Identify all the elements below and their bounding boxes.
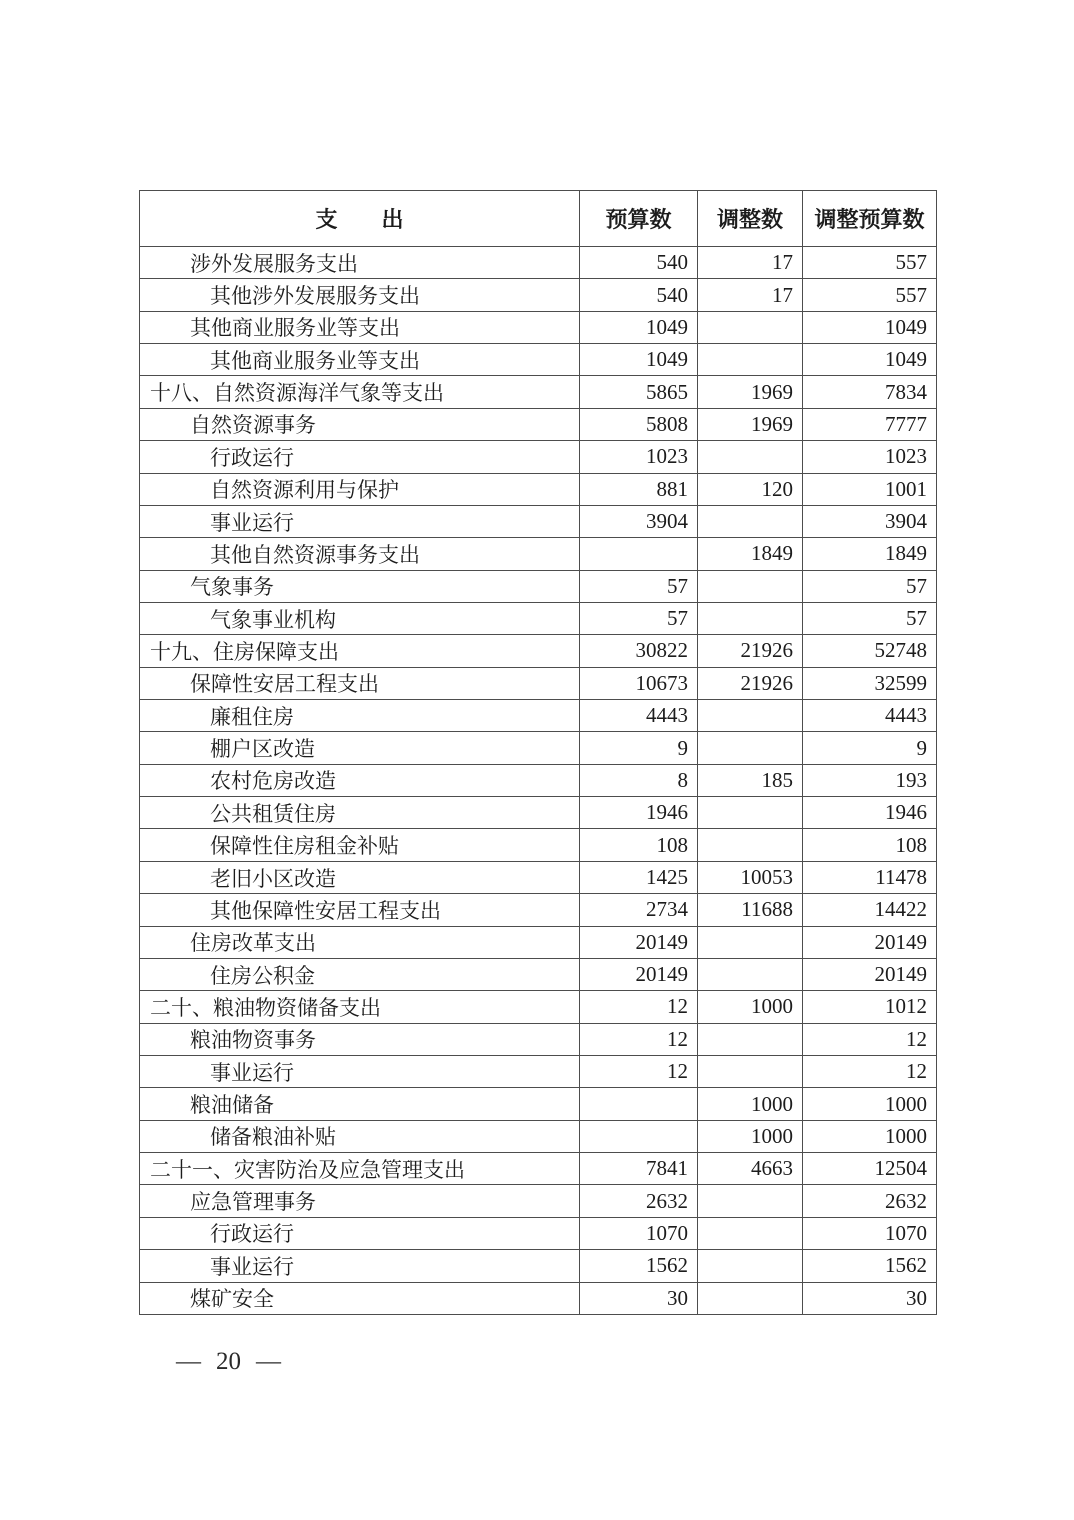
adjustment-value-cell: 1000 xyxy=(698,1120,803,1152)
adjustment-value-cell: 1000 xyxy=(698,1088,803,1120)
adjustment-value-cell: 185 xyxy=(698,764,803,796)
adjusted-budget-value-cell: 1012 xyxy=(803,991,937,1023)
adjustment-value-cell xyxy=(698,926,803,958)
adjusted-budget-value-cell: 557 xyxy=(803,279,937,311)
budget-value-cell: 1070 xyxy=(580,1217,698,1249)
expenditure-name-cell: 煤矿安全 xyxy=(140,1282,580,1314)
expenditure-name-cell: 老旧小区改造 xyxy=(140,861,580,893)
adjustment-value-cell xyxy=(698,1023,803,1055)
adjusted-budget-value-cell: 1000 xyxy=(803,1088,937,1120)
budget-value-cell: 1946 xyxy=(580,797,698,829)
adjusted-budget-value-cell: 1000 xyxy=(803,1120,937,1152)
expenditure-name-cell: 粮油物资事务 xyxy=(140,1023,580,1055)
expenditure-name-cell: 保障性住房租金补贴 xyxy=(140,829,580,861)
budget-value-cell: 1049 xyxy=(580,311,698,343)
adjustment-value-cell xyxy=(698,700,803,732)
adjustment-value-cell xyxy=(698,344,803,376)
column-header-adjustment: 调整数 xyxy=(698,191,803,247)
table-row xyxy=(140,279,937,311)
budget-value-cell: 108 xyxy=(580,829,698,861)
budget-value-cell xyxy=(580,1120,698,1152)
budget-value-cell: 8 xyxy=(580,764,698,796)
table-body xyxy=(140,247,937,1315)
expenditure-name-cell: 十九、住房保障支出 xyxy=(140,635,580,667)
budget-value-cell: 12 xyxy=(580,991,698,1023)
adjustment-value-cell xyxy=(698,311,803,343)
expenditure-name-cell: 自然资源事务 xyxy=(140,408,580,440)
budget-value-cell: 57 xyxy=(580,602,698,634)
budget-value-cell: 540 xyxy=(580,247,698,279)
budget-value-cell: 3904 xyxy=(580,505,698,537)
adjusted-budget-value-cell: 20149 xyxy=(803,958,937,990)
expenditure-name-cell: 住房改革支出 xyxy=(140,926,580,958)
budget-value-cell: 30822 xyxy=(580,635,698,667)
budget-value-cell: 30 xyxy=(580,1282,698,1314)
budget-value-cell xyxy=(580,538,698,570)
page-footer xyxy=(176,1348,281,1376)
table-row xyxy=(140,1217,937,1249)
page-number: 20 xyxy=(216,1348,241,1375)
budget-value-cell: 881 xyxy=(580,473,698,505)
footer-left-dash: — xyxy=(176,1348,201,1375)
adjusted-budget-value-cell: 11478 xyxy=(803,861,937,893)
adjusted-budget-value-cell: 30 xyxy=(803,1282,937,1314)
adjustment-value-cell xyxy=(698,1282,803,1314)
adjusted-budget-value-cell: 57 xyxy=(803,602,937,634)
adjustment-value-cell: 1849 xyxy=(698,538,803,570)
table-row xyxy=(140,894,937,926)
budget-value-cell: 20149 xyxy=(580,926,698,958)
adjusted-budget-value-cell: 1946 xyxy=(803,797,937,829)
expenditure-name-cell: 二十一、灾害防治及应急管理支出 xyxy=(140,1153,580,1185)
adjustment-value-cell: 17 xyxy=(698,279,803,311)
adjusted-budget-value-cell: 557 xyxy=(803,247,937,279)
table-header xyxy=(140,191,937,247)
expenditure-name-cell: 其他保障性安居工程支出 xyxy=(140,894,580,926)
adjustment-value-cell xyxy=(698,602,803,634)
budget-value-cell: 1049 xyxy=(580,344,698,376)
adjusted-budget-value-cell: 7777 xyxy=(803,408,937,440)
expenditure-name-cell: 住房公积金 xyxy=(140,958,580,990)
budget-value-cell: 9 xyxy=(580,732,698,764)
adjusted-budget-value-cell: 1049 xyxy=(803,311,937,343)
expenditure-name-cell: 行政运行 xyxy=(140,441,580,473)
budget-value-cell: 7841 xyxy=(580,1153,698,1185)
adjustment-value-cell: 120 xyxy=(698,473,803,505)
budget-value-cell: 1425 xyxy=(580,861,698,893)
adjusted-budget-value-cell: 12504 xyxy=(803,1153,937,1185)
adjustment-value-cell xyxy=(698,1185,803,1217)
table-row xyxy=(140,797,937,829)
table-row xyxy=(140,1120,937,1152)
table-row xyxy=(140,1153,937,1185)
adjustment-value-cell xyxy=(698,958,803,990)
table-row xyxy=(140,991,937,1023)
budget-value-cell: 12 xyxy=(580,1055,698,1087)
adjusted-budget-value-cell: 57 xyxy=(803,570,937,602)
expenditure-name-cell: 气象事务 xyxy=(140,570,580,602)
table-row xyxy=(140,441,937,473)
adjusted-budget-value-cell: 7834 xyxy=(803,376,937,408)
expenditure-name-cell: 储备粮油补贴 xyxy=(140,1120,580,1152)
table-row xyxy=(140,1088,937,1120)
adjusted-budget-value-cell: 108 xyxy=(803,829,937,861)
budget-value-cell: 10673 xyxy=(580,667,698,699)
adjusted-budget-value-cell: 12 xyxy=(803,1023,937,1055)
budget-value-cell: 57 xyxy=(580,570,698,602)
table-row xyxy=(140,473,937,505)
table-row xyxy=(140,667,937,699)
expenditure-name-cell: 行政运行 xyxy=(140,1217,580,1249)
table-row xyxy=(140,1023,937,1055)
adjustment-value-cell xyxy=(698,1217,803,1249)
expenditure-name-cell: 粮油储备 xyxy=(140,1088,580,1120)
table-row xyxy=(140,570,937,602)
column-header-budget: 预算数 xyxy=(580,191,698,247)
table-row xyxy=(140,408,937,440)
budget-value-cell: 5865 xyxy=(580,376,698,408)
table-row xyxy=(140,1250,937,1282)
expenditure-name-cell: 农村危房改造 xyxy=(140,764,580,796)
table-row xyxy=(140,958,937,990)
table-row xyxy=(140,1055,937,1087)
adjusted-budget-value-cell: 20149 xyxy=(803,926,937,958)
budget-value-cell: 12 xyxy=(580,1023,698,1055)
adjusted-budget-value-cell: 9 xyxy=(803,732,937,764)
adjusted-budget-value-cell: 52748 xyxy=(803,635,937,667)
budget-value-cell: 4443 xyxy=(580,700,698,732)
adjusted-budget-value-cell: 1049 xyxy=(803,344,937,376)
budget-value-cell: 1562 xyxy=(580,1250,698,1282)
table-row xyxy=(140,311,937,343)
table-row xyxy=(140,635,937,667)
adjustment-value-cell: 21926 xyxy=(698,635,803,667)
expenditure-name-cell: 其他商业服务业等支出 xyxy=(140,344,580,376)
footer-right-dash: — xyxy=(256,1348,281,1375)
adjustment-value-cell: 21926 xyxy=(698,667,803,699)
adjusted-budget-value-cell: 193 xyxy=(803,764,937,796)
expenditure-name-cell: 事业运行 xyxy=(140,1250,580,1282)
adjusted-budget-value-cell: 1562 xyxy=(803,1250,937,1282)
table-row xyxy=(140,1185,937,1217)
table-row xyxy=(140,505,937,537)
adjustment-value-cell: 11688 xyxy=(698,894,803,926)
expenditure-name-cell: 保障性安居工程支出 xyxy=(140,667,580,699)
table-row xyxy=(140,926,937,958)
adjustment-value-cell xyxy=(698,1250,803,1282)
table-row xyxy=(140,732,937,764)
adjusted-budget-value-cell: 32599 xyxy=(803,667,937,699)
expenditure-name-cell: 廉租住房 xyxy=(140,700,580,732)
expenditure-name-cell: 事业运行 xyxy=(140,505,580,537)
expenditure-name-cell: 其他商业服务业等支出 xyxy=(140,311,580,343)
table-header-row xyxy=(140,191,937,247)
table-row xyxy=(140,602,937,634)
table-row xyxy=(140,861,937,893)
table-row xyxy=(140,700,937,732)
budget-value-cell: 20149 xyxy=(580,958,698,990)
column-header-adjusted-budget: 调整预算数 xyxy=(803,191,937,247)
adjustment-value-cell xyxy=(698,829,803,861)
table-row xyxy=(140,247,937,279)
adjustment-value-cell: 4663 xyxy=(698,1153,803,1185)
adjusted-budget-value-cell: 1001 xyxy=(803,473,937,505)
adjustment-value-cell: 10053 xyxy=(698,861,803,893)
adjusted-budget-value-cell: 14422 xyxy=(803,894,937,926)
column-header-expenditure: 支 出 xyxy=(140,191,580,247)
expenditure-name-cell: 其他自然资源事务支出 xyxy=(140,538,580,570)
adjustment-value-cell: 1969 xyxy=(698,408,803,440)
adjusted-budget-value-cell: 3904 xyxy=(803,505,937,537)
table-row xyxy=(140,344,937,376)
adjustment-value-cell: 17 xyxy=(698,247,803,279)
adjustment-value-cell xyxy=(698,732,803,764)
budget-value-cell xyxy=(580,1088,698,1120)
adjusted-budget-value-cell: 2632 xyxy=(803,1185,937,1217)
expenditure-name-cell: 应急管理事务 xyxy=(140,1185,580,1217)
adjustment-value-cell xyxy=(698,505,803,537)
table-row xyxy=(140,376,937,408)
expenditure-name-cell: 事业运行 xyxy=(140,1055,580,1087)
budget-value-cell: 2632 xyxy=(580,1185,698,1217)
table-row xyxy=(140,1282,937,1314)
adjustment-value-cell: 1000 xyxy=(698,991,803,1023)
expenditure-name-cell: 十八、自然资源海洋气象等支出 xyxy=(140,376,580,408)
budget-table xyxy=(139,190,937,1315)
adjusted-budget-value-cell: 1849 xyxy=(803,538,937,570)
expenditure-name-cell: 二十、粮油物资储备支出 xyxy=(140,991,580,1023)
adjusted-budget-value-cell: 1023 xyxy=(803,441,937,473)
adjustment-value-cell xyxy=(698,441,803,473)
adjustment-value-cell xyxy=(698,797,803,829)
table-row xyxy=(140,764,937,796)
expenditure-name-cell: 棚户区改造 xyxy=(140,732,580,764)
adjustment-value-cell xyxy=(698,1055,803,1087)
table-row xyxy=(140,538,937,570)
adjustment-value-cell xyxy=(698,570,803,602)
budget-value-cell: 1023 xyxy=(580,441,698,473)
table-row xyxy=(140,829,937,861)
adjusted-budget-value-cell: 1070 xyxy=(803,1217,937,1249)
expenditure-name-cell: 自然资源利用与保护 xyxy=(140,473,580,505)
adjustment-value-cell: 1969 xyxy=(698,376,803,408)
budget-value-cell: 5808 xyxy=(580,408,698,440)
expenditure-name-cell: 公共租赁住房 xyxy=(140,797,580,829)
expenditure-name-cell: 其他涉外发展服务支出 xyxy=(140,279,580,311)
expenditure-name-cell: 气象事业机构 xyxy=(140,602,580,634)
adjusted-budget-value-cell: 4443 xyxy=(803,700,937,732)
adjusted-budget-value-cell: 12 xyxy=(803,1055,937,1087)
budget-table-container xyxy=(139,190,937,1315)
budget-value-cell: 540 xyxy=(580,279,698,311)
expenditure-name-cell: 涉外发展服务支出 xyxy=(140,247,580,279)
budget-value-cell: 2734 xyxy=(580,894,698,926)
